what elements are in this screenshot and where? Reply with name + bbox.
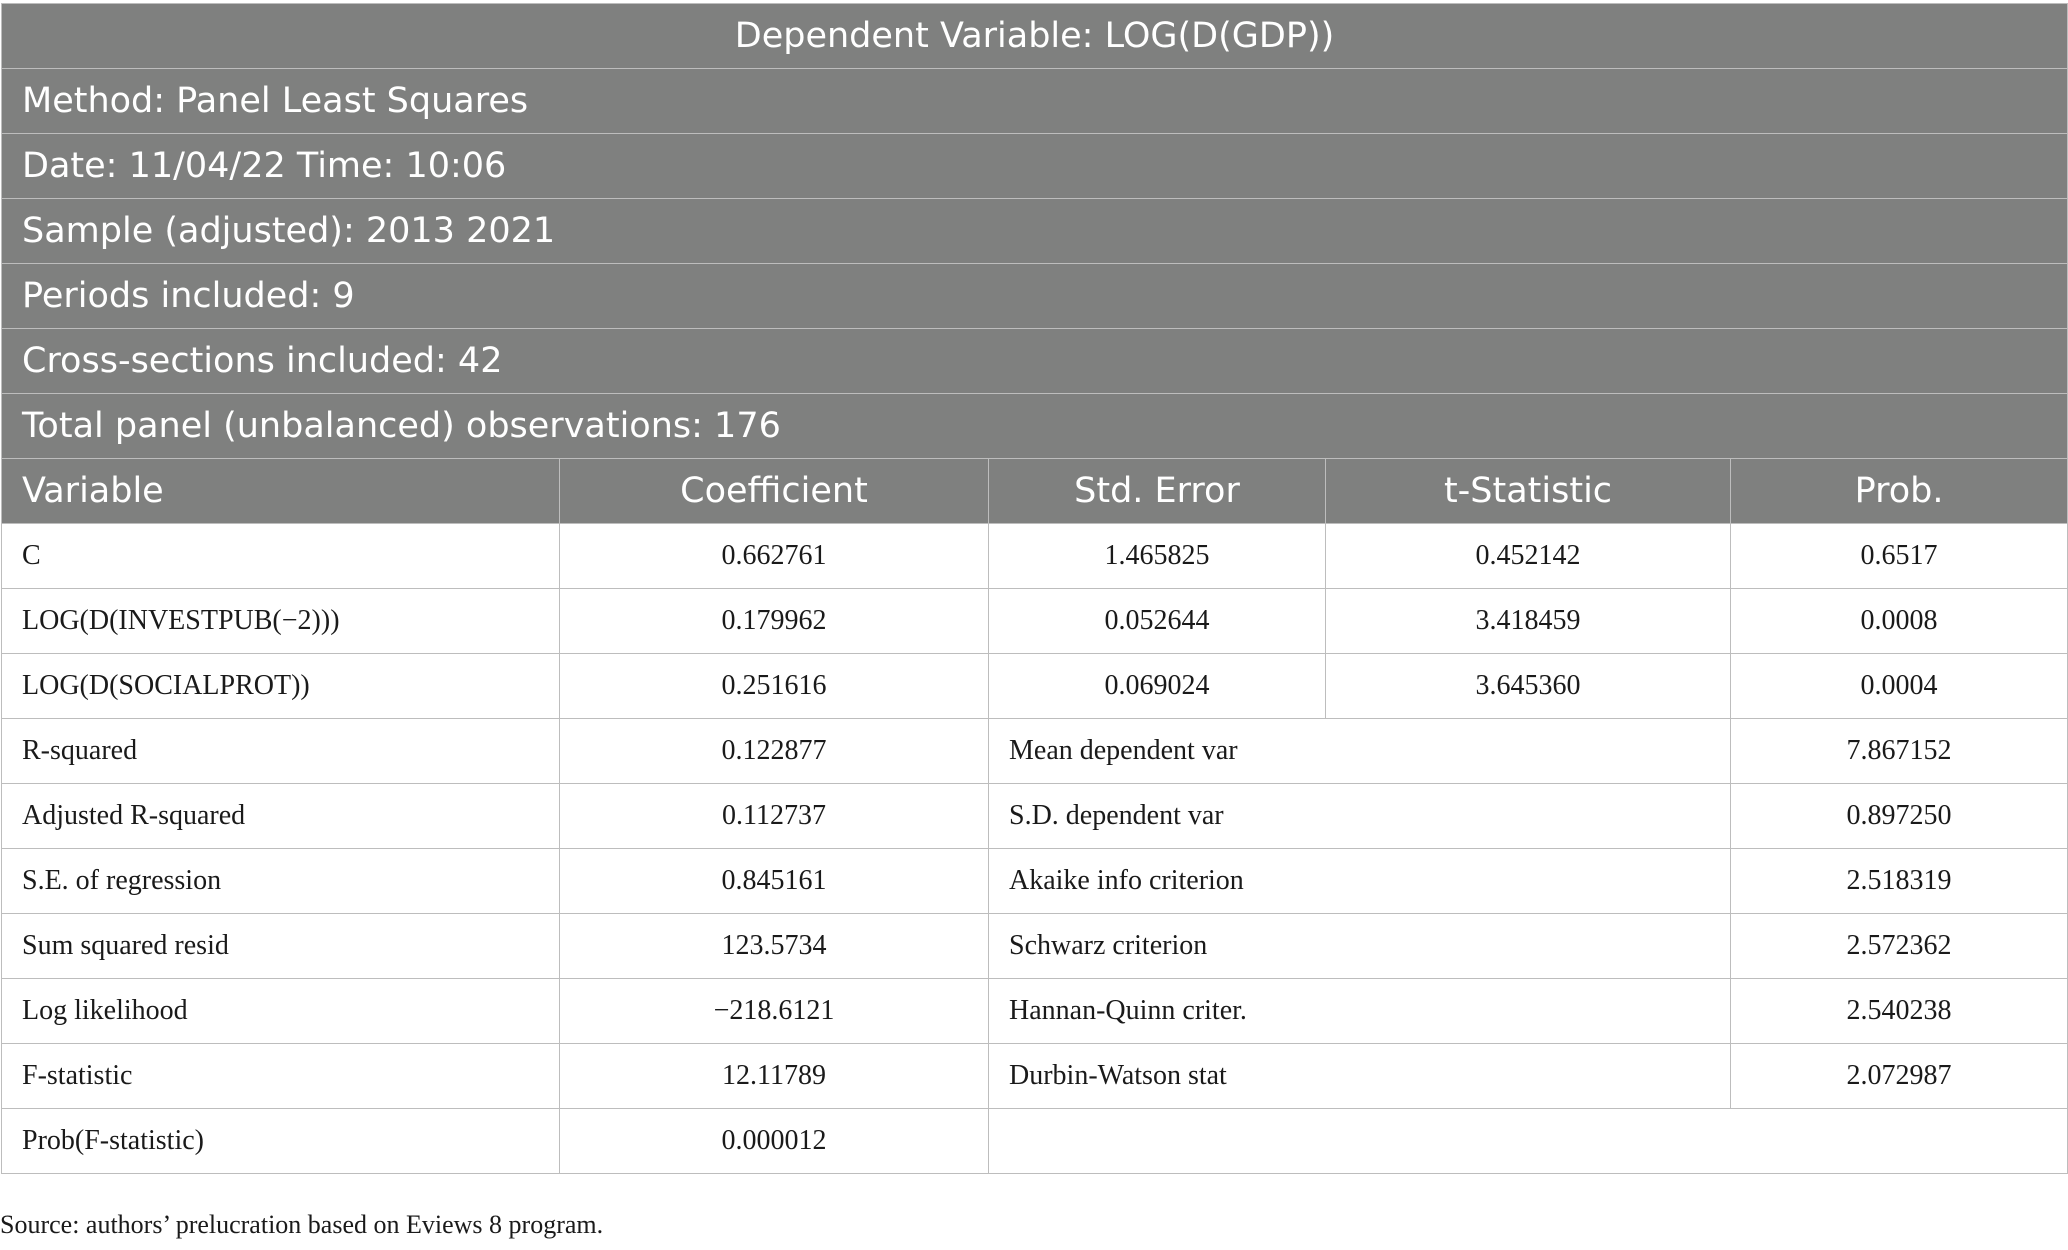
header-row-cross-sections <box>2 329 2068 394</box>
statistic-label: S.E. of regression <box>2 849 560 914</box>
variable-name: LOG(D(INVESTPUB(−2))) <box>2 589 560 654</box>
statistic-value-right: 2.518319 <box>1731 849 2068 914</box>
variable-name: C <box>2 524 560 589</box>
coefficient-value: 0.251616 <box>560 654 989 719</box>
total-observations-label: Total panel (unbalanced) observations: 176 <box>2 394 2068 459</box>
regression-output-table <box>1 3 2068 1174</box>
statistic-row <box>2 979 2068 1044</box>
coefficient-row <box>2 589 2068 654</box>
variable-name: LOG(D(SOCIALPROT)) <box>2 654 560 719</box>
statistic-label: R-squared <box>2 719 560 784</box>
sample-label: Sample (adjusted): 2013 2021 <box>2 199 2068 264</box>
statistic-label: F-statistic <box>2 1044 560 1109</box>
header-row-dependent-variable <box>2 4 2068 69</box>
method-label: Method: Panel Least Squares <box>2 69 2068 134</box>
column-header-coefficient: Coefficient <box>560 459 989 524</box>
header-row-sample <box>2 199 2068 264</box>
prob-value: 0.0008 <box>1731 589 2068 654</box>
statistic-value-right: 0.897250 <box>1731 784 2068 849</box>
t-statistic-value: 3.418459 <box>1326 589 1731 654</box>
column-header-t-statistic: t-Statistic <box>1326 459 1731 524</box>
statistic-label-right: Akaike info criterion <box>989 849 1731 914</box>
statistic-value-right: 2.540238 <box>1731 979 2068 1044</box>
std-error-value: 0.052644 <box>989 589 1326 654</box>
header-row-method <box>2 69 2068 134</box>
statistic-label: Adjusted R-squared <box>2 784 560 849</box>
column-header-std-error: Std. Error <box>989 459 1326 524</box>
t-statistic-value: 3.645360 <box>1326 654 1731 719</box>
prob-value: 0.6517 <box>1731 524 2068 589</box>
coefficient-value: 0.179962 <box>560 589 989 654</box>
date-time-label: Date: 11/04/22 Time: 10:06 <box>2 134 2068 199</box>
empty-cell <box>989 1109 2068 1174</box>
t-statistic-value: 0.452142 <box>1326 524 1731 589</box>
coefficient-value: 0.662761 <box>560 524 989 589</box>
std-error-value: 1.465825 <box>989 524 1326 589</box>
statistic-label-right: Mean dependent var <box>989 719 1731 784</box>
column-header-prob: Prob. <box>1731 459 2068 524</box>
statistic-value-right: 7.867152 <box>1731 719 2068 784</box>
periods-label: Periods included: 9 <box>2 264 2068 329</box>
column-header-variable: Variable <box>2 459 560 524</box>
statistic-value: 123.5734 <box>560 914 989 979</box>
statistic-value: −218.6121 <box>560 979 989 1044</box>
std-error-value: 0.069024 <box>989 654 1326 719</box>
header-row-date-time <box>2 134 2068 199</box>
dependent-variable-label: Dependent Variable: LOG(D(GDP)) <box>2 4 2068 69</box>
statistic-value-right: 2.072987 <box>1731 1044 2068 1109</box>
statistic-label: Log likelihood <box>2 979 560 1044</box>
statistic-label-right: S.D. dependent var <box>989 784 1731 849</box>
source-note: Source: authors’ prelucration based on Eviews 8 program. <box>0 1210 604 1239</box>
statistic-value: 12.11789 <box>560 1044 989 1109</box>
statistic-label-right: Durbin-Watson stat <box>989 1044 1731 1109</box>
statistic-row <box>2 784 2068 849</box>
statistic-row <box>2 1109 2068 1174</box>
statistic-value: 0.112737 <box>560 784 989 849</box>
statistic-row <box>2 914 2068 979</box>
prob-value: 0.0004 <box>1731 654 2068 719</box>
statistic-label: Sum squared resid <box>2 914 560 979</box>
coefficient-row <box>2 654 2068 719</box>
statistic-row <box>2 1044 2068 1109</box>
statistic-value-right: 2.572362 <box>1731 914 2068 979</box>
statistic-row <box>2 719 2068 784</box>
regression-output-table-container <box>0 3 2068 1174</box>
statistic-label-right: Hannan-Quinn criter. <box>989 979 1731 1044</box>
cross-sections-label: Cross-sections included: 42 <box>2 329 2068 394</box>
header-row-periods <box>2 264 2068 329</box>
statistic-label: Prob(F-statistic) <box>2 1109 560 1174</box>
statistic-value: 0.122877 <box>560 719 989 784</box>
column-header-row <box>2 459 2068 524</box>
statistic-value: 0.845161 <box>560 849 989 914</box>
coefficient-row <box>2 524 2068 589</box>
statistic-value: 0.000012 <box>560 1109 989 1174</box>
header-row-total-observations <box>2 394 2068 459</box>
statistic-label-right: Schwarz criterion <box>989 914 1731 979</box>
statistic-row <box>2 849 2068 914</box>
